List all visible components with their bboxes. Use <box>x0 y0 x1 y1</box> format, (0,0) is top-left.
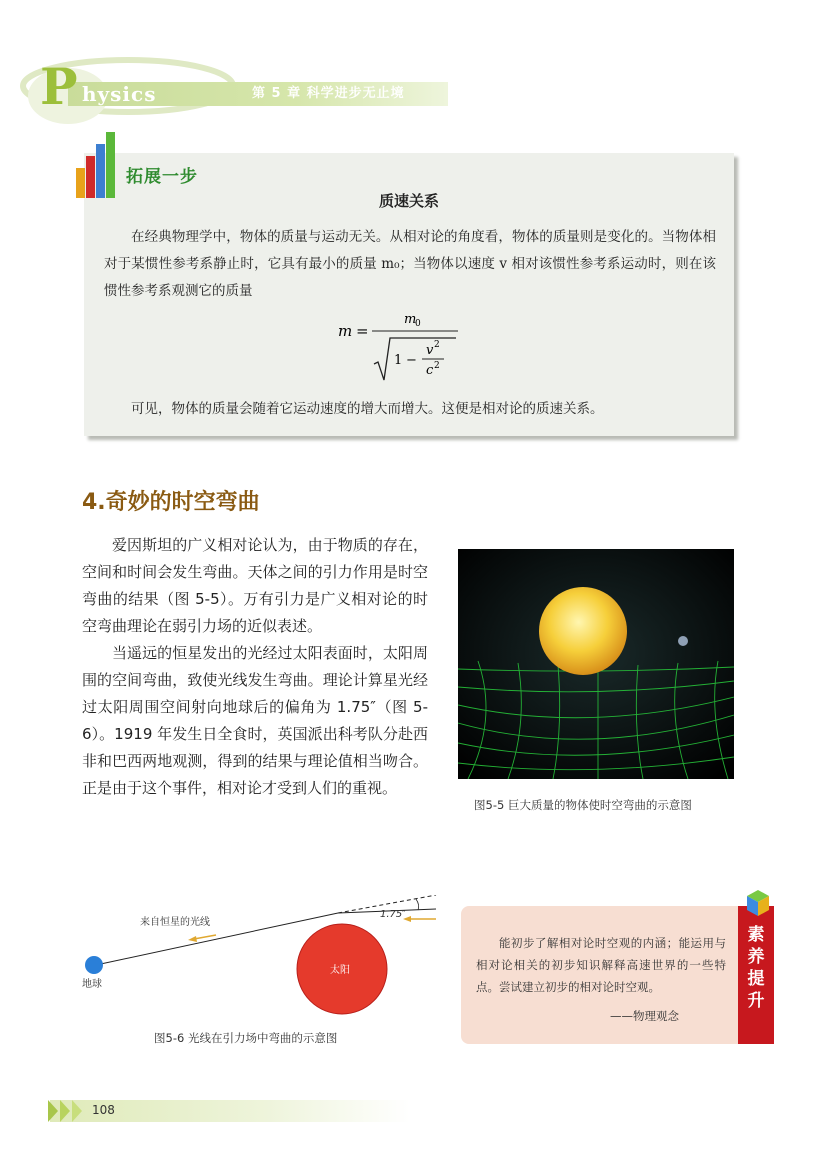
chapter-title: 第 5 章 科学进步无止境 <box>252 86 405 101</box>
earth-label: 地球 <box>82 979 102 990</box>
literacy-tab-label: 素 养 提 升 <box>747 925 765 1011</box>
extension-title: 质速关系 <box>378 192 439 210</box>
page-number: 108 <box>92 1103 115 1117</box>
brand-initial: P <box>40 57 78 116</box>
extension-label: 拓展一步 <box>126 167 198 187</box>
angle-label: 1.75″ <box>380 909 407 920</box>
formula-c-sq: 2 <box>434 361 440 371</box>
literacy-signature: ——物理观念 <box>610 1009 679 1023</box>
formula-eq: = <box>356 322 369 340</box>
formula-numerator: m <box>404 312 417 327</box>
section-paragraph-2: 当遥远的恒星发出的光经过太阳表面时，太阳周围的空间弯曲，致使光线发生弯曲。理论计算星光经过太阳周围空间射向地球后的偏角为 1.75″（图 5-6）。1919 年发生日全食时，英国派出科考队分赴西非和巴西两地观测，得到的结果与理论值相当吻合。正是由于这个事件，相对论才受到人们的重视。 <box>82 644 428 797</box>
section-paragraph-1: 爱因斯坦的广义相对论认为，由于物质的存在，空间和时间会发生弯曲。天体之间的引力作用是时空弯曲的结果（图 5-5）。万有引力是广义相对论的时空弯曲理论在弱引力场的近似表述。 <box>82 536 428 635</box>
extension-paragraph-1: 在经典物理学中，物体的质量与运动无关。从相对论的角度看，物体的质量则是变化的。当物体相对于某惯性参考系静止时，它具有最小的质量 m₀；当物体以速度 v 相对该惯性参考系运动时，则在该惯性参考系观测它的质量 <box>104 229 716 299</box>
formula-minus: − <box>406 353 417 368</box>
formula-v: v <box>426 343 434 358</box>
spacetime-curvature-illustration <box>458 549 734 779</box>
formula-v-sq: 2 <box>434 340 440 350</box>
chevron-right-icon <box>48 1100 92 1122</box>
formula-numerator-sub: 0 <box>415 319 421 329</box>
brand-name: hysics <box>82 82 157 106</box>
star-light-label: 来自恒星的光线 <box>140 917 210 928</box>
formula-one: 1 <box>394 353 403 368</box>
figure-5-5-caption: 图5-5 巨大质量的物体使时空弯曲的示意图 <box>474 798 692 812</box>
extension-paragraph-2: 可见，物体的质量会随着它运动速度的增大而增大。这便是相对论的质速关系。 <box>131 401 604 417</box>
section-title: 4.奇妙的时空弯曲 <box>82 490 260 515</box>
section-body <box>82 532 428 802</box>
sun-label: 太阳 <box>330 965 350 976</box>
cube-icon <box>745 888 771 918</box>
literacy-text: 能初步了解相对论时空观的内涵；能运用与相对论相关的初步知识解释高速世界的一些特点。尝试建立初步的相对论时空观。 <box>476 936 726 994</box>
mass-velocity-formula <box>330 306 470 386</box>
formula-lhs: m <box>338 322 353 340</box>
figure-5-6-caption: 图5-6 光线在引力场中弯曲的示意图 <box>154 1031 338 1045</box>
formula-c: c <box>426 363 434 378</box>
light-bending-diagram <box>76 895 446 1025</box>
